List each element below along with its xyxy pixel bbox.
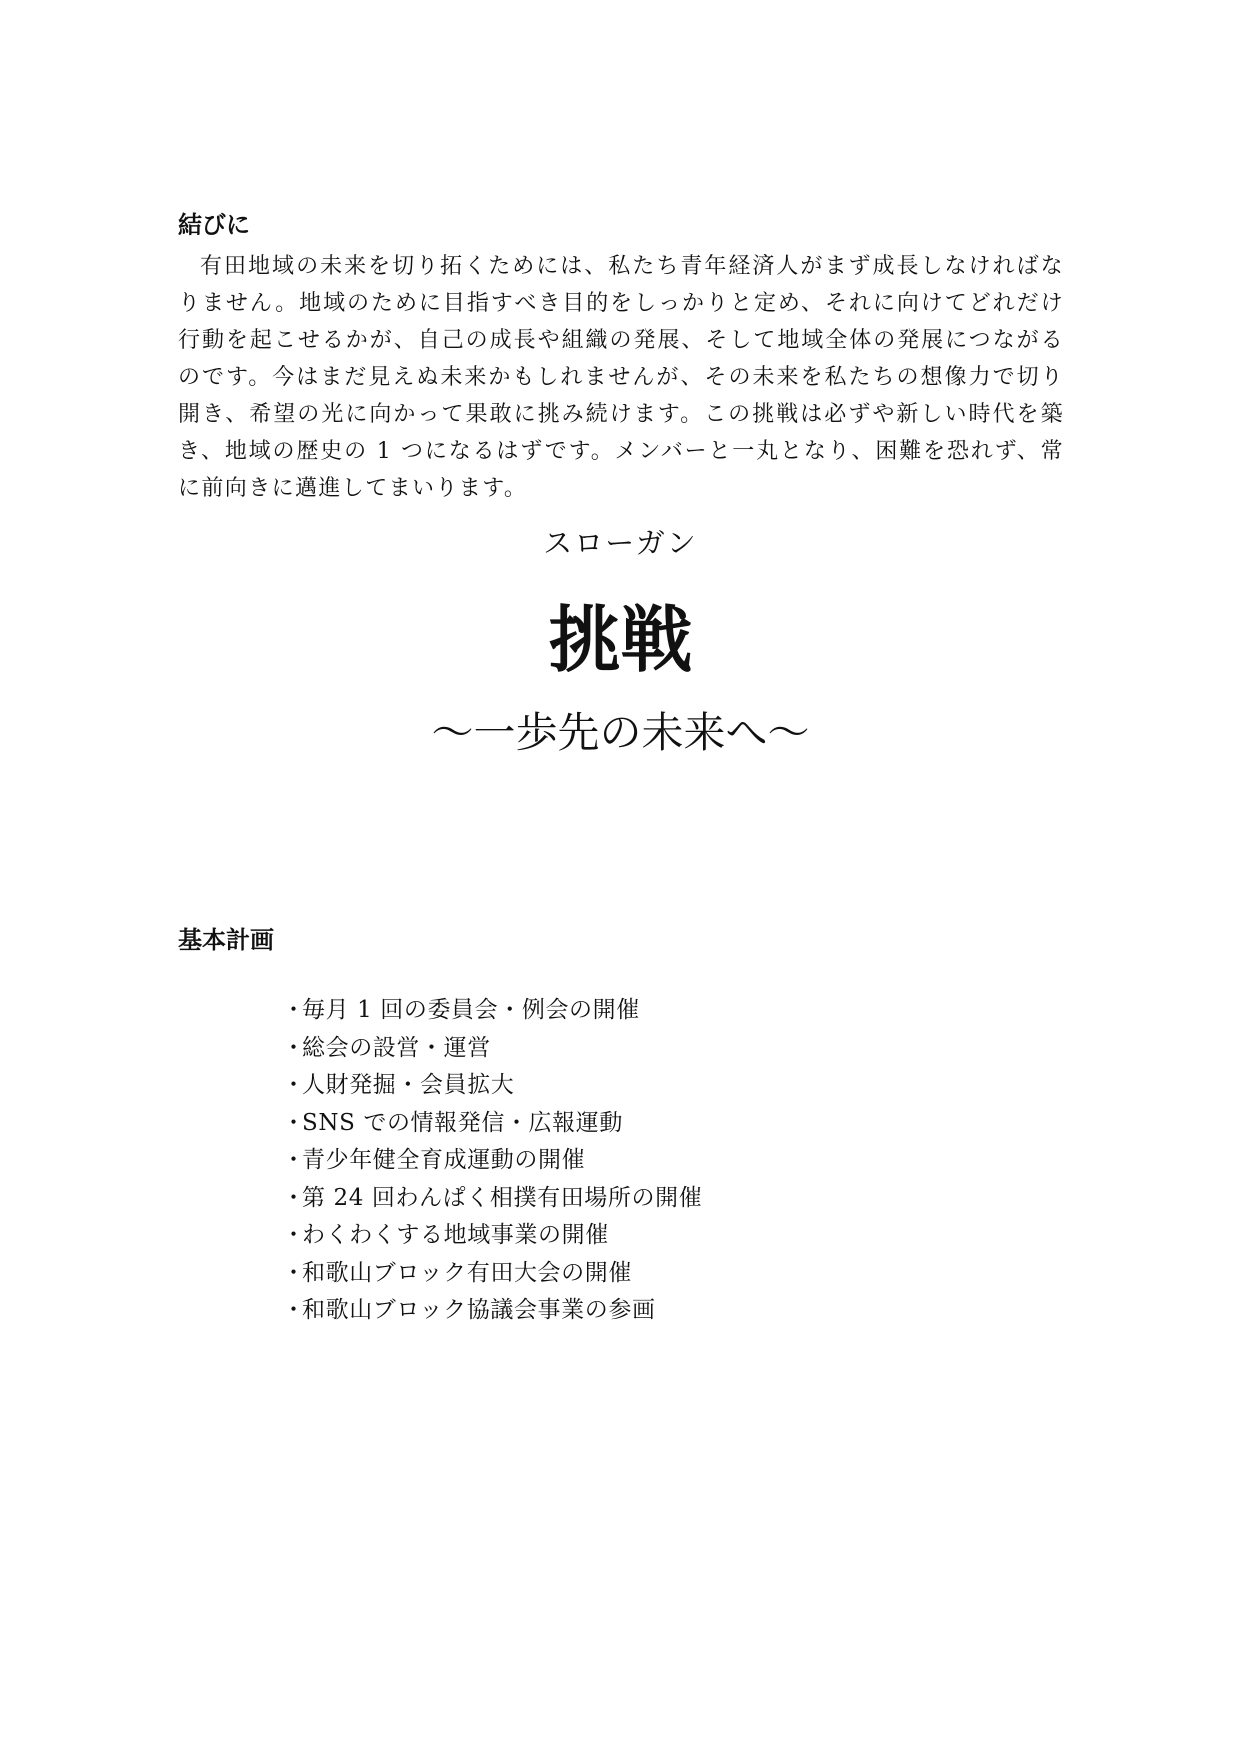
plan-item-text: 総会の設営・運営 <box>302 1034 491 1061</box>
bullet: ・ <box>282 1109 306 1136</box>
plan-item <box>282 992 702 1030</box>
plan-item-text: 和歌山ブロック有田大会の開催 <box>302 1259 632 1286</box>
plan-heading: 基本計画 <box>178 926 274 954</box>
plan-item <box>282 1180 702 1218</box>
plan-item <box>282 1067 702 1105</box>
bullet: ・ <box>282 1072 306 1098</box>
bullet: ・ <box>282 1259 306 1286</box>
plan-list <box>282 992 702 1330</box>
plan-item <box>282 1255 702 1293</box>
bullet: ・ <box>282 1222 306 1248</box>
closing-paragraph: 有田地域の未来を切り拓くためには、私たち青年経済人がまず成長しなければなりません。地域のために目指すべき目的をしっかりと定め、それに向けてどれだけ行動を起こせるかが、自己の成長や組織の発展、そして地域全体の発展につながるのです。今はまだ見えぬ未来かもしれませんが、その未来を私たちの想像力で切り開き、希望の光に向かって果敢に挑み続けます。この挑戦は必ずや新しい時代を築き、地域の歴史の 1 つになるはずです。メンバーと一丸となり、困難を恐れず、常に前向きに邁進してまいります。 <box>178 254 1064 501</box>
bullet: ・ <box>282 1034 306 1061</box>
slogan-label: スローガン <box>543 526 698 560</box>
plan-item-text: 第 24 回わんぱく相撲有田場所の開催 <box>302 1184 703 1211</box>
plan-item-text: 青少年健全育成運動の開催 <box>302 1147 586 1173</box>
closing-heading: 結びに <box>178 211 250 239</box>
bullet: ・ <box>282 997 306 1023</box>
plan-item <box>282 1142 702 1180</box>
plan-item-text: 毎月 1 回の委員会・例会の開催 <box>302 997 640 1023</box>
plan-item <box>282 1217 702 1255</box>
bullet: ・ <box>282 1297 306 1323</box>
plan-item-text: わくわくする地域事業の開催 <box>302 1222 609 1248</box>
slogan-main: 挑戦 <box>548 598 693 682</box>
bullet: ・ <box>282 1184 306 1211</box>
plan-item <box>282 1292 702 1330</box>
slogan-subtitle: ～一歩先の未来へ～ <box>431 708 810 757</box>
plan-item-text: 和歌山ブロック協議会事業の参画 <box>302 1297 656 1323</box>
bullet: ・ <box>282 1147 306 1173</box>
plan-item <box>282 1105 702 1143</box>
plan-item-text: 人財発掘・会員拡大 <box>302 1072 515 1098</box>
plan-item <box>282 1030 702 1068</box>
plan-item-text: SNS での情報発信・広報運動 <box>302 1109 623 1136</box>
